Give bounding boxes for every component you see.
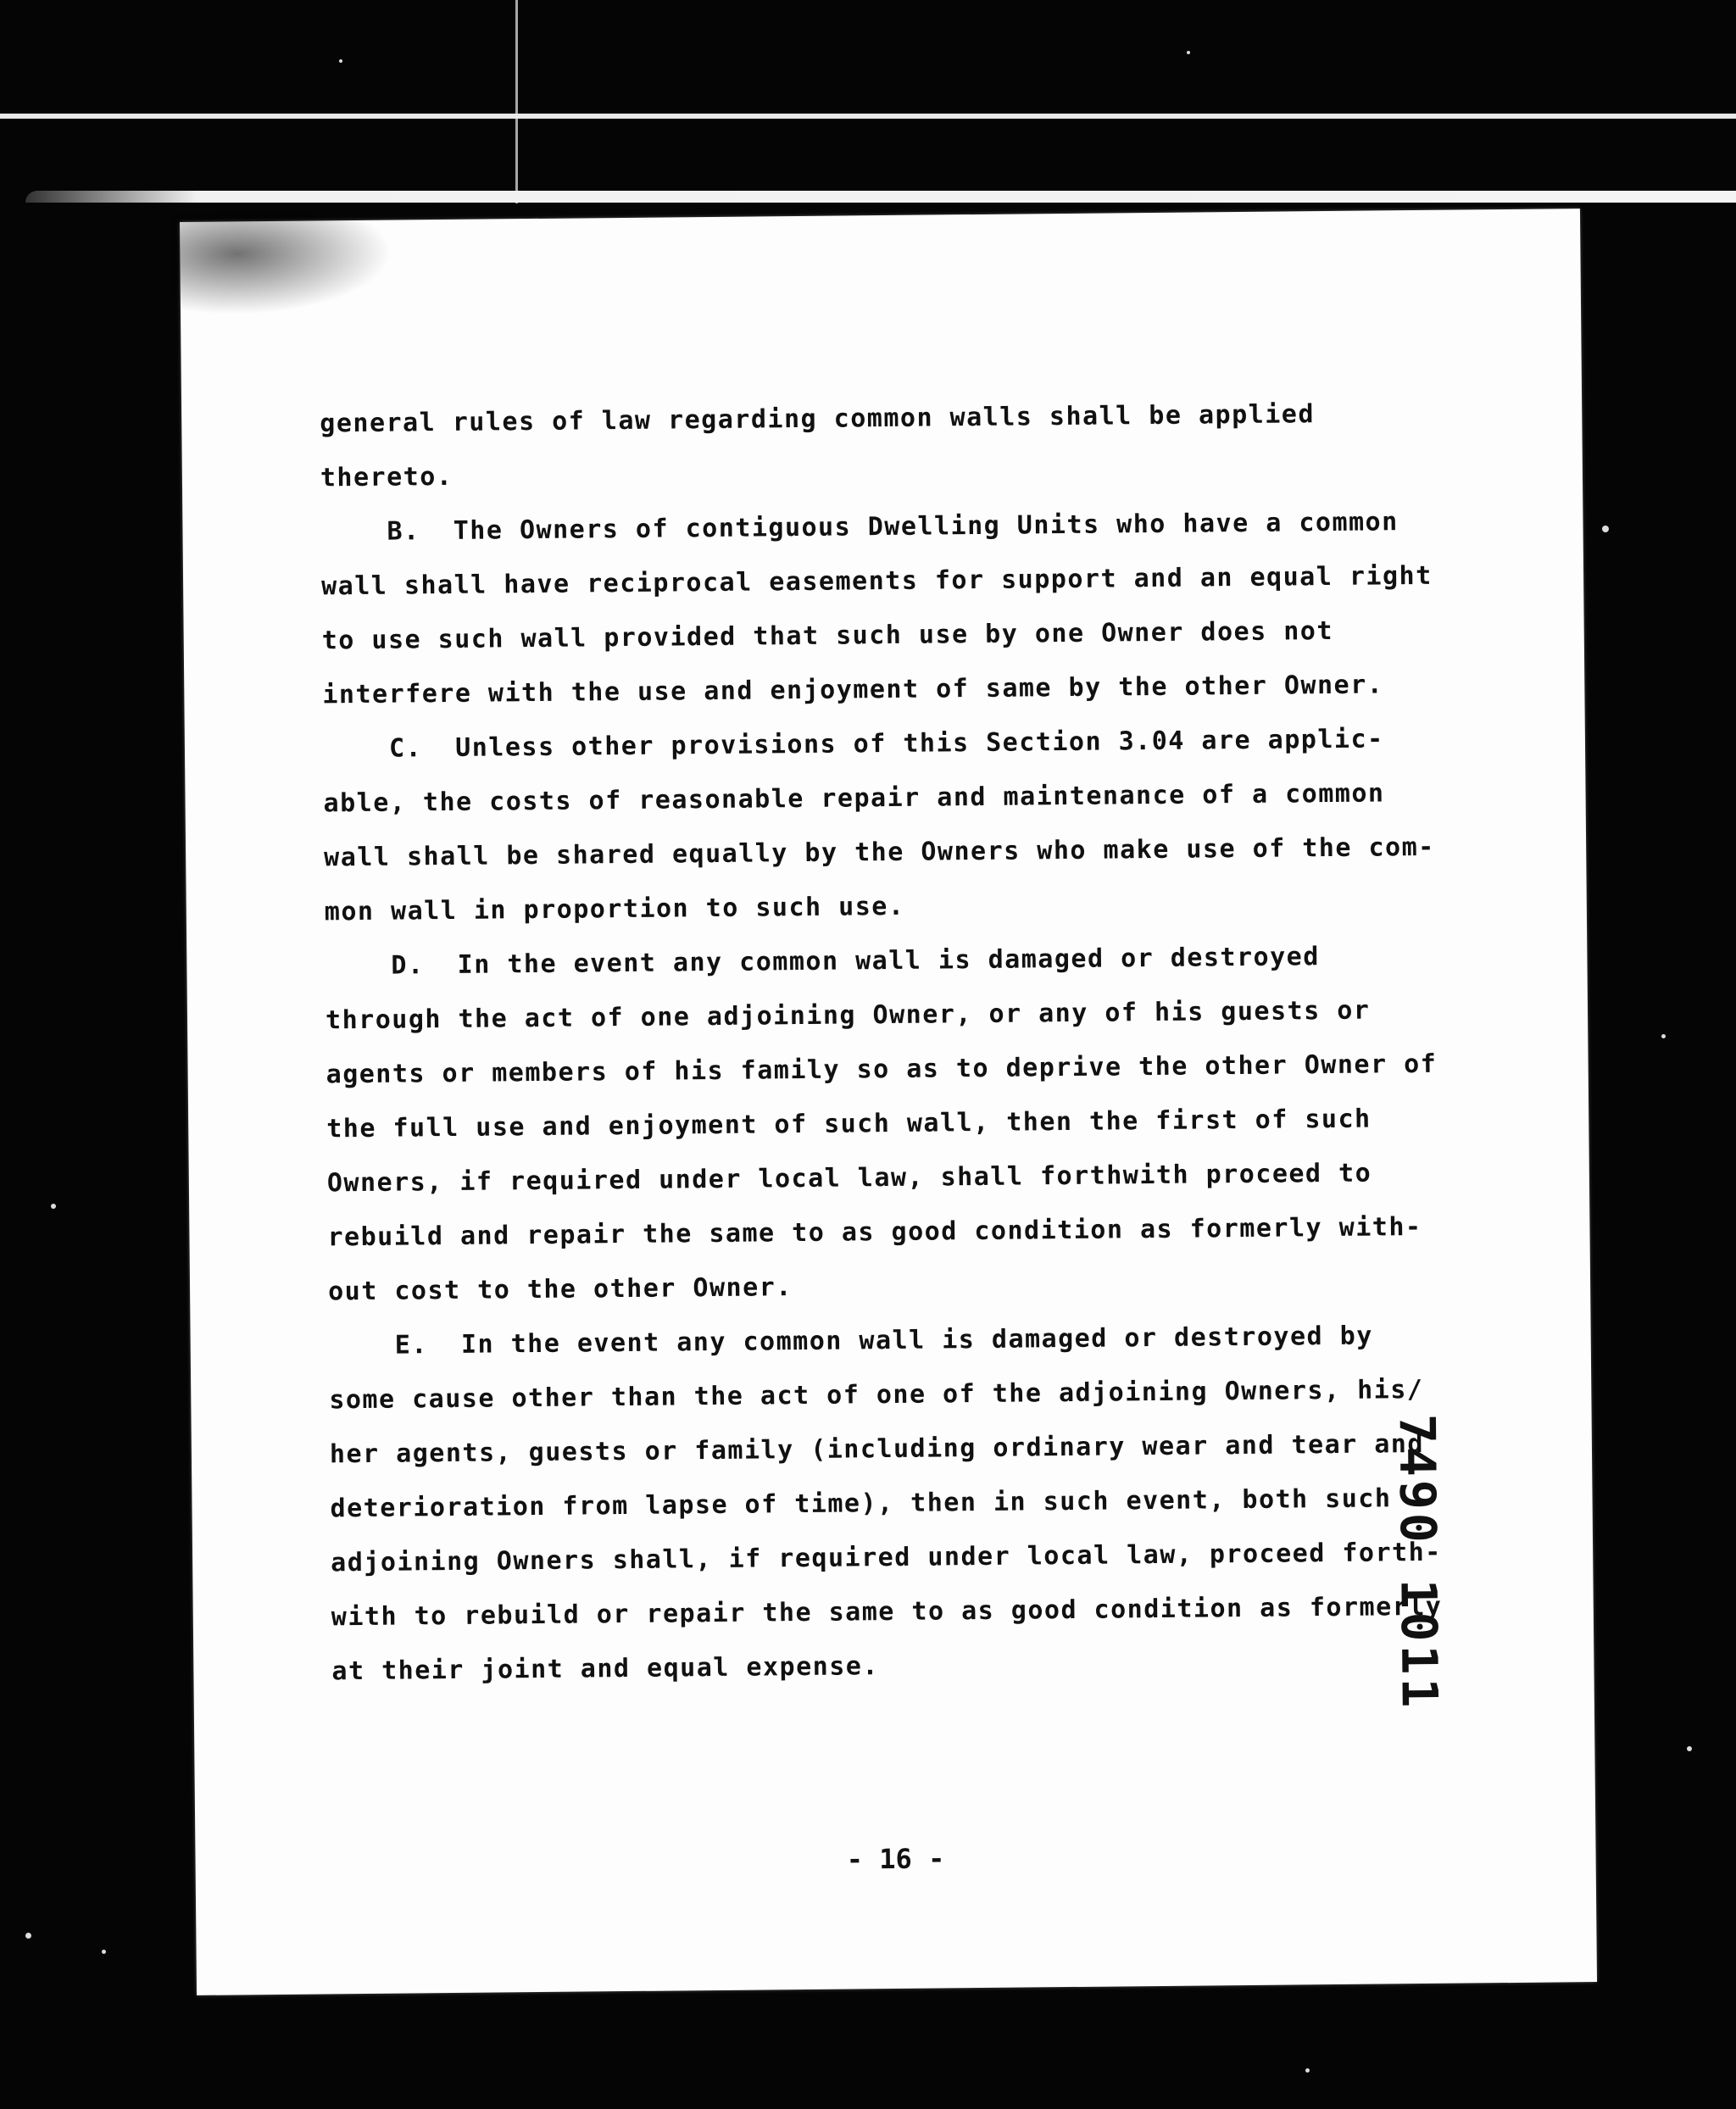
text-line: some cause other than the act of one of the adjoining Owners, his/ [329,1374,1424,1416]
text-line: thereto. [320,461,453,493]
scan-speck [1602,526,1609,532]
scan-scratch-line [515,0,518,203]
text-line: with to rebuild or repair the same to as good condition as formerly [331,1591,1443,1633]
scan-speck [1661,1034,1666,1038]
paragraph-d-start: D. In the event any common wall is damaged or destroyed [391,942,1321,981]
paragraph-e-start: E. In the event any common wall is damaged or destroyed by [394,1321,1373,1361]
text-line: interfere with the use and enjoyment of same by the other Owner. [322,670,1384,710]
paragraph-c-start: C. Unless other provisions of this Section 3.04 are applic- [388,724,1384,764]
scan-speck [339,59,342,63]
margin-stamp: 7490 1011 [1388,1413,1449,1711]
scan-speck [1305,2068,1310,2073]
text-line: through the act of one adjoining Owner, or any of his guests or [325,995,1371,1036]
text-line: wall shall have reciprocal easements for support and an equal right [320,560,1433,602]
text-line: out cost to the other Owner. [327,1272,793,1307]
scan-speck [1187,51,1190,54]
text-line: rebuild and repair the same to as good condition as formerly with- [327,1211,1422,1253]
text-line: mon wall in proportion to such use. [324,891,905,927]
paragraph-b-start: B. The Owners of contiguous Dwelling Units who have a common [387,507,1399,547]
text-line: Owners, if required under local law, shall forthwith proceed to [326,1158,1372,1199]
document-page [180,209,1597,1995]
text-line: to use such wall provided that such use by one Owner does not [321,615,1334,656]
scan-top-rule [0,114,1736,119]
scan-speck [51,1204,56,1209]
text-line: at their joint and equal expense. [331,1651,880,1687]
text-line: wall shall be shared equally by the Owners who make use of the com- [324,832,1435,873]
document-body [320,387,1451,1700]
text-line: able, the costs of reasonable repair and maintenance of a common [323,778,1385,819]
text-line: the full use and enjoyment of such wall, then the first of such [326,1104,1372,1144]
scan-speck [102,1950,106,1954]
scan-speck [1687,1746,1692,1751]
text-line: her agents, guests or family (including ordinary wear and tear and [329,1428,1425,1470]
scan-speck [25,1933,31,1939]
text-line: agents or members of his family so as to deprive the other Owner of [326,1049,1438,1090]
text-line: adjoining Owners shall, if required under local law, proceed forth- [331,1537,1442,1578]
scan-page-edge [25,191,1736,203]
text-line: deterioration from lapse of time), then in such event, both such [330,1483,1392,1524]
scan-smudge [171,212,392,315]
page-number: - 16 - [846,1842,945,1876]
text-line: general rules of law regarding common walls shall be applied [320,399,1316,439]
